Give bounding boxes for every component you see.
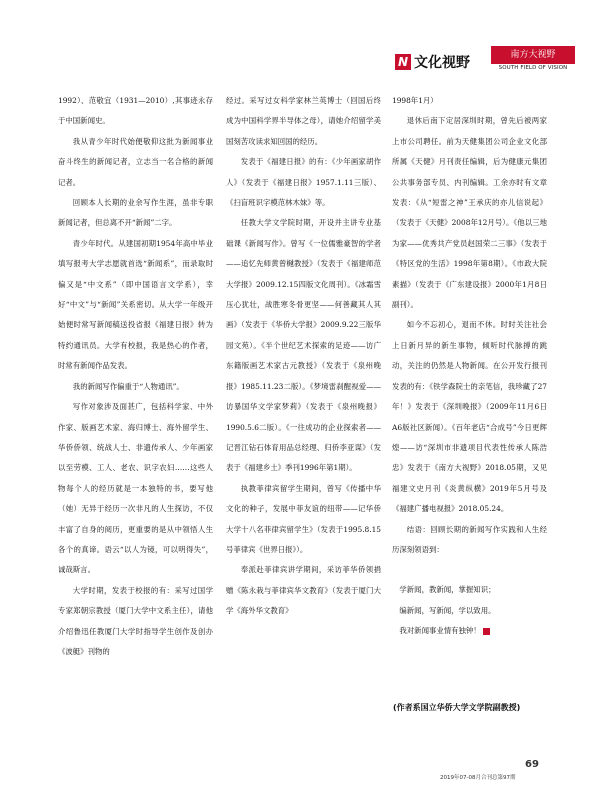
verse-text: 学新闻，教新闻，掌握知识；: [399, 585, 496, 595]
verse-line: [392, 621, 547, 641]
end-mark-icon: N: [483, 628, 490, 635]
brand-en: SOUTH FIELD OF VISION: [498, 65, 568, 71]
paragraph: 奉派赴菲律宾讲学期间，采访菲华侨领捐赠《陈永栽与菲律宾华文教育》（发表于厦门大学《海外华文教育》: [226, 565, 381, 616]
paragraph: 结语：回顾长期的新闻写作实践和人生经历深刻领语到：: [392, 524, 547, 554]
paragraph: 如今不忘初心，退而不休。时时关注社会上日新月异的新生事物，倾听时代脉搏的跳动，关注的仍然是人物新闻。在公开发行报刊发表的有：《铁学森院士的亲笔信，我珍藏了27年！》发表于《深圳晚报》（2009年11月6日A6版社区新闻）。《百年老店“合成号”今日更辉煌——访“深圳市非遗项目代表性传承人陈浩忠》发表于《南方大视野》2018.05期，又见福建文史月刊《炎黄纵横》2019年5月号及《福建广播电视报》2018.05.24。: [392, 320, 547, 514]
column-1: [58, 91, 213, 662]
paragraph: 1998年1月）: [392, 96, 438, 105]
column-name: 文化视野: [414, 55, 470, 71]
paragraph: 我的新闻写作偏重于“人物通讯”。: [72, 381, 184, 391]
paragraph: 执教菲律宾留学生期间，曾写《传播中华文化的种子，发展中菲友谊的纽带——记华侨大学十八名菲律宾留学生》（发表于1995.8.15号菲律宾《世界日报》）。: [226, 483, 381, 554]
verse-line: [392, 601, 547, 621]
verse-text: 我对新闻事业情有独钟！: [399, 626, 481, 636]
paragraph: 任教大学文学院时期，开设并主讲专业基础课《新闻写作》。曾写《一位儒雅豪智的学者——追忆先师黄曾樾教授》（发表于《福建师范大学报》2009.12.15四版文化周刊）。《冰霜雪压心犹壮，战胜寒冬骨更坚——何善藏其人其画》（发表于《华侨大学报》2009.9.22三版华园文苑）。《半个世纪艺术探索的足迹——访广东籍版画艺术家古元教授》（发表于《泉州晚报》1985.11.23二版）。《梦境雷刹醒视爱——访暴国华文学家梦莉》（发表于《泉州晚报》1990.5.6二版）。《一往成功的企业探索者——记晋江钻石体育用品总经理、归侨李亚谋》（发表于《福建乡土》季刊1996年第1期）。: [226, 218, 381, 473]
paragraph: 大学时期，发表于校报的有：采写过国学专家郑朝宗教授（厦门大学中文系主任），请他介绍鲁迅任教厦门大学时指导学生创作及创办《波艇》刊物的: [58, 585, 213, 656]
paragraph: 回顾本人长期的业余写作生涯，虽非专职新闻记者，但总离不开“新闻”二字。: [58, 198, 213, 228]
paragraph: 退休后南下定居深圳时期，曾先后被两家上市公司聘任。前为天健集团公司企业文化部所属《天健》月刊责任编辑，后为健康元集团公共事务部专员、内刊编辑。工余亦时有文章发表：《从“短雷之神”王承庆的亦儿信说起》（发表于《天健》2008年12月号）。《他以三地为家——优秀共产党员赵国荣二三事》（发表于《特区党的生活》1998年第8期）。《市政大院素描》（发表于《广东建设报》2000年1月8日副刊）。: [392, 116, 547, 310]
verse-text: 编新闻，写新闻，学以致用。: [399, 605, 496, 615]
author-note: (作者系国立华侨大学文学院副教授): [393, 703, 521, 712]
magazine-header: [395, 46, 575, 76]
paragraph: 经过。采写过女科学家林兰英博士（回国后终成为中国科学界半导体之母），请她介绍留学美国刻苦攻读求知回国的经历。: [226, 96, 381, 146]
page-number: 69: [525, 759, 539, 770]
paragraph: 1992）、范敬宜（1931—2010）,其事迹永存于中国新闻史。: [58, 96, 213, 126]
paragraph: 我从青少年时代始便敬仰这批为新闻事业奋斗终生的新闻记者，立志当一名合格的新闻记者。: [58, 136, 213, 187]
issue-info: 2019年07-08月合刊总第97期: [440, 775, 516, 781]
paragraph: 发表于《福建日报》的有：《少年画家胡作人》（发表于《福建日报》1957.1.11三版）、《扫盲班识字模范林木妹》等。: [226, 157, 381, 208]
brand-cn: 南方大视野: [491, 46, 575, 64]
verse-spacer: [392, 560, 547, 580]
verse-line: [392, 580, 547, 600]
column-2: [226, 91, 381, 622]
paragraph: 写作对象涉及面甚广，包括科学家、中外作家、版画艺术家、海归博士、海外留学生、华侨侨领、统战人士、非遗传承人、少年画家以至劳模、工人、老农、识字农妇……这些人物每个人的经历就是一本独特的书，要写他（她）无异于经历一次非凡的人生探访，不仅丰富了自身的阅历，更重要的是从中领悟人生各个的真谛。语云“以人为镜，可以明得失”，诚哉斯言。: [58, 402, 213, 575]
column-3: [392, 91, 547, 642]
logo-n-icon: N: [395, 54, 411, 70]
paragraph: 青少年时代。从建国初期1954年高中毕业填写报考大学志愿就首选“新闻系”，而录取时偏又是“中文系”（即中国语言文学系），幸好“中文”与“新闻”关系密切。从大学一年级开始便时常写新闻稿送投省报《福建日报》转为特约通讯员。大学有校报，我是热心的作者，时常有新闻作品发表。: [58, 238, 213, 371]
